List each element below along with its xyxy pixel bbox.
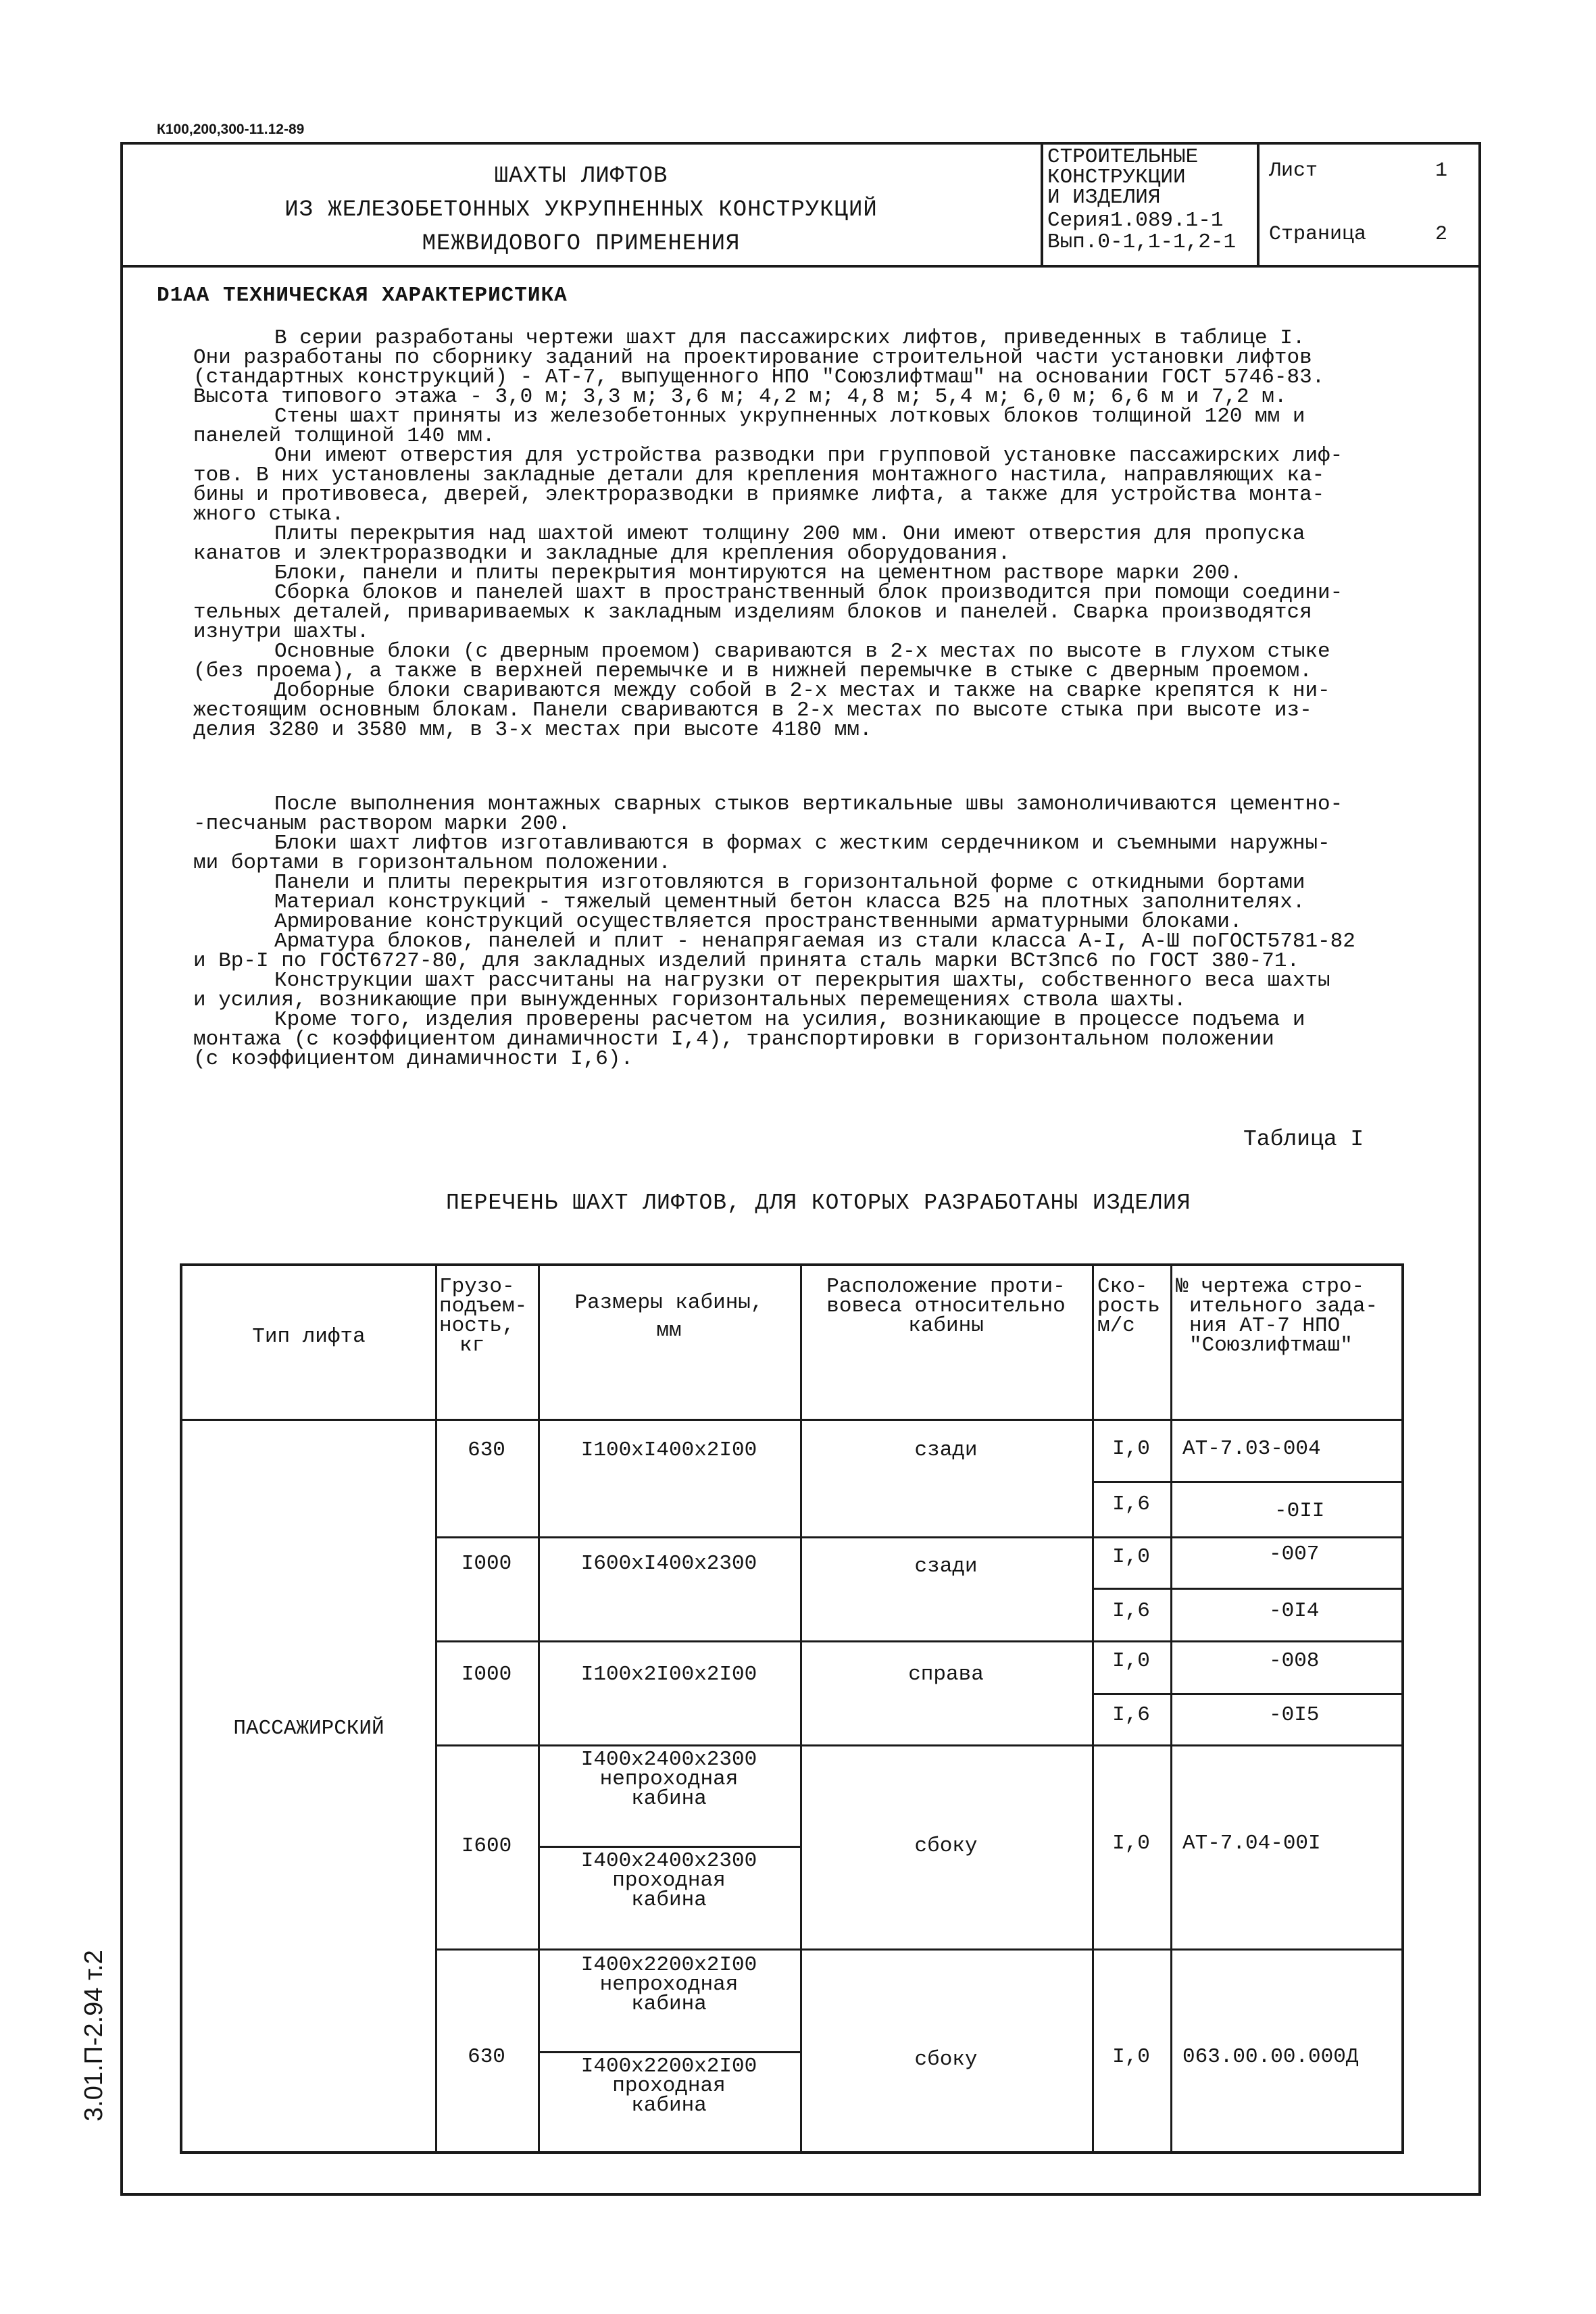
size-cell [538, 1955, 800, 2014]
header-cw-line: Расположение проти- [826, 1275, 1066, 1299]
text-line: Стены шахт приняты из железобетонных укрупненных лотковых блоков толщиной 120 мм и [274, 405, 1305, 428]
sheet-value: 1 [1435, 159, 1448, 182]
text-line: В серии разработаны чертежи шахт для пассажирских лифтов, приведенных в таблице I. [274, 326, 1305, 350]
text-line: изнутри шахты. [193, 620, 370, 644]
counterweight-cell: справа [908, 1663, 984, 1686]
size-line: кабина [631, 1888, 707, 1912]
text-line: жного стыка. [193, 503, 345, 526]
text-line: Они имеют отверстия для устройства разводки при групповой установке пассажирских лиф- [274, 444, 1343, 468]
speed-cell: I,0 [1112, 1437, 1150, 1461]
drawing-cell: -0I4 [1269, 1599, 1320, 1623]
drawing-cell: -007 [1269, 1542, 1320, 1566]
drawing-cell: 063.00.00.000Д [1182, 2045, 1359, 2069]
capacity-cell: I600 [461, 1834, 512, 1858]
text-line: Кроме того, изделия проверены расчетом на усилия, возникающие в процессе подъема и [274, 1008, 1305, 1032]
text-line: Материал конструкций - тяжелый цементный бетон класса В25 на плотных заполнителях. [274, 890, 1305, 914]
text-line: -песчаным раствором марки 200. [193, 812, 571, 836]
text-line: делия 3280 и 3580 мм, в 3-х местах при высоте 4180 мм. [193, 718, 872, 742]
header-drawing-line: ительного зада- [1189, 1294, 1378, 1318]
col-divider [800, 1266, 802, 2153]
sheet-label: Лист [1269, 159, 1318, 182]
text-line: (без проема), а также в верхней перемычке и в нижней перемычке в стыке с дверным проемом. [193, 659, 1312, 683]
header-drawing-line: ния АТ-7 НПО [1189, 1314, 1341, 1338]
size-line: I400x2400x2300 [580, 1748, 757, 1771]
header-cw-line: вовеса относительно [826, 1294, 1066, 1318]
lift-shaft-table [180, 1263, 1404, 2154]
document-code: К100,200,300-11.12-89 [157, 122, 305, 137]
text-line: и Вр-I по ГОСТ6727-80, для закладных изделий принята сталь марки ВСт3пс6 по ГОСТ 380-71. [193, 949, 1300, 973]
header-cw-line: кабины [908, 1314, 984, 1338]
size-cell [538, 1851, 800, 1910]
row-divider [435, 1744, 1403, 1746]
paragraph-2 [193, 793, 1430, 1071]
text-line: (с коэффициентом динамичности I,6). [193, 1047, 634, 1071]
series-line-1: СТРОИТЕЛЬНЫЕ [1047, 145, 1199, 169]
text-line: Арматура блоков, панелей и плит - ненапрягаемая из стали класса А-I, А-Ш поГОСТ5781-82 [274, 930, 1355, 953]
size-cell: I600xI400x2300 [580, 1552, 757, 1576]
text-line: канатов и электроразводки и закладные для крепления оборудования. [193, 542, 1011, 565]
capacity-cell: I000 [461, 1663, 512, 1686]
size-line: непроходная [599, 1767, 739, 1791]
subrow-divider [1092, 1481, 1403, 1483]
text-line: и усилия, возникающие при вынужденных горизонтальных перемещениях ствола шахты. [193, 988, 1187, 1012]
header-title-line-1: ШАХТЫ ЛИФТОВ [494, 164, 668, 189]
header-speed [1097, 1277, 1168, 1336]
counterweight-cell: сзади [914, 1438, 978, 1462]
counterweight-cell: сбоку [914, 1834, 978, 1858]
size-subdivider [538, 1846, 800, 1848]
size-line: кабина [631, 1787, 707, 1811]
size-line: I400x2400x2300 [580, 1849, 757, 1873]
size-line: I400x2200x2I00 [580, 2055, 757, 2078]
page-value: 2 [1435, 223, 1448, 246]
text-line: Сборка блоков и панелей шахт в пространственный блок производится при помощи соедини- [274, 581, 1343, 605]
series-line-5: Вып.0-1,1-1,2-1 [1047, 230, 1237, 254]
header-type: Тип лифта [252, 1325, 366, 1349]
text-line: тельных деталей, привариваемых к закладным изделиям блоков и панелей. Сварка производятся [193, 601, 1312, 624]
size-subdivider [538, 2051, 800, 2053]
speed-cell: I,0 [1112, 1545, 1150, 1569]
header-row-divider [182, 1419, 1403, 1421]
series-line-4: Серия1.089.1-1 [1047, 209, 1224, 232]
size-line: кабина [631, 1992, 707, 2016]
drawing-cell: -0I5 [1269, 1703, 1320, 1727]
size-cell: I100x2I00x2I00 [580, 1663, 757, 1686]
text-line: тов. В них установлены закладные детали для крепления монтажного настила, направляющих ка- [193, 463, 1325, 487]
header-drawing [1176, 1277, 1403, 1355]
header-capacity-line: подъем- [439, 1294, 528, 1318]
header-capacity-line: ность, [439, 1314, 515, 1338]
header-size [538, 1293, 800, 1340]
series-line-3: И ИЗДЕЛИЯ [1047, 186, 1161, 209]
size-line: проходная [612, 2074, 726, 2098]
size-line: I400x2200x2I00 [580, 1953, 757, 1977]
header-speed-line: рость [1097, 1294, 1161, 1318]
capacity-cell: 630 [468, 1438, 505, 1462]
size-line: кабина [631, 2094, 707, 2117]
header-size-line: Размеры кабины, [574, 1291, 764, 1315]
side-stamp: 3.01.П-2.94 т.2 [80, 1950, 108, 2121]
table-caption: Таблица I [1243, 1127, 1364, 1152]
subrow-divider [1092, 1588, 1403, 1590]
header-divider [120, 265, 1481, 268]
speed-cell: I,0 [1112, 1649, 1150, 1673]
capacity-cell: I000 [461, 1552, 512, 1576]
header-capacity [439, 1277, 534, 1355]
capacity-cell: 630 [468, 2045, 505, 2069]
col-divider [435, 1266, 437, 2153]
section-title: D1АА ТЕХНИЧЕСКАЯ ХАРАКТЕРИСТИКА [157, 284, 568, 307]
lift-type-value: ПАССАЖИРСКИЙ [233, 1717, 384, 1740]
text-line: бины и противовеса, дверей, электроразводки в приямке лифта, а также для устройства монта- [193, 483, 1325, 507]
text-line: Плиты перекрытия над шахтой имеют толщину 200 мм. Они имеют отверстия для пропуска [274, 522, 1305, 546]
speed-cell: I,0 [1112, 2045, 1150, 2069]
col-divider [1170, 1266, 1172, 2153]
header-divider-v1 [1041, 142, 1043, 266]
text-line: Доборные блоки свариваются между собой в 2-х местах и также на сварке крепятся к ни- [274, 679, 1330, 703]
text-line: После выполнения монтажных сварных стыков вертикальные швы замоноличиваются цементно- [274, 793, 1343, 816]
size-line: проходная [612, 1869, 726, 1892]
subrow-divider [1092, 1693, 1403, 1695]
counterweight-cell: сзади [914, 1555, 978, 1578]
header-capacity-line: Грузо- [439, 1275, 515, 1299]
text-line: Блоки, панели и плиты перекрытия монтируются на цементном растворе марки 200. [274, 561, 1243, 585]
series-line-2: КОНСТРУКЦИИ [1047, 166, 1186, 189]
speed-cell: I,6 [1112, 1599, 1150, 1623]
drawing-cell: АТ-7.03-004 [1182, 1437, 1321, 1461]
paragraph-1 [193, 326, 1430, 742]
size-cell: I100xI400x2I00 [580, 1438, 757, 1462]
header-counterweight [800, 1277, 1092, 1336]
counterweight-cell: сбоку [914, 2048, 978, 2071]
text-line: Они разработаны по сборнику заданий на проектирование строительной части установки лифтов [193, 346, 1312, 370]
size-line: непроходная [599, 1973, 739, 1996]
row-divider [435, 1536, 1403, 1538]
text-line: ми бортами в горизонтальном положении. [193, 851, 671, 875]
header-divider-v2 [1257, 142, 1260, 266]
text-line: жестоящим основным блокам. Панели свариваются в 2-х местах по высоте стыка при высоте из- [193, 699, 1312, 722]
text-line: Армирование конструкций осуществляется пространственными арматурными блоками. [274, 910, 1243, 934]
size-cell [538, 2057, 800, 2115]
drawing-cell: АТ-7.04-00I [1182, 1832, 1321, 1855]
drawing-cell: -0II [1274, 1499, 1325, 1523]
header-speed-line: м/с [1097, 1314, 1135, 1338]
text-line: Конструкции шахт рассчитаны на нагрузки от перекрытия шахты, собственного веса шахты [274, 969, 1330, 992]
speed-cell: I,0 [1112, 1832, 1150, 1855]
header-size-line: мм [656, 1319, 682, 1342]
header-title-line-3: МЕЖВИДОВОГО ПРИМЕНЕНИЯ [422, 231, 741, 257]
header-speed-line: Ско- [1097, 1275, 1148, 1299]
col-divider [538, 1266, 540, 2153]
text-line: Основные блоки (с дверным проемом) свариваются в 2-х местах по высоте в глухом стыке [274, 640, 1330, 663]
speed-cell: I,6 [1112, 1492, 1150, 1516]
header-title-line-2: ИЗ ЖЕЛЕЗОБЕТОННЫХ УКРУПНЕННЫХ КОНСТРУКЦИЙ [284, 197, 878, 223]
header-drawing-line: "Союзлифтмаш" [1189, 1334, 1353, 1357]
page-label: Страница [1269, 223, 1367, 246]
row-divider [435, 1640, 1403, 1642]
row-divider [435, 1948, 1403, 1951]
text-line: Высота типового этажа - 3,0 м; 3,3 м; 3,6 м; 4,2 м; 4,8 м; 5,4 м; 6,0 м; 6,6 м и 7,2 м. [193, 385, 1287, 409]
speed-cell: I,6 [1112, 1703, 1150, 1727]
header-drawing-line: № чертежа стро- [1176, 1275, 1365, 1299]
text-line: Панели и плиты перекрытия изготовляются в горизонтальной форме с откидными бортами [274, 871, 1305, 895]
text-line: Блоки шахт лифтов изготавливаются в формах с жестким сердечником и съемными наружны- [274, 832, 1330, 855]
text-line: монтажа (с коэффициентом динамичности I,4), транспортировки в горизонтальном положении [193, 1028, 1274, 1051]
text-line: (стандартных конструкций) - АТ-7, выпущенного НПО "Союзлифтмаш" на основании ГОСТ 5746-83. [193, 366, 1325, 389]
size-cell [538, 1750, 800, 1809]
list-title: ПЕРЕЧЕНЬ ШАХТ ЛИФТОВ, ДЛЯ КОТОРЫХ РАЗРАБОТАНЫ ИЗДЕЛИЯ [446, 1190, 1191, 1215]
header-capacity-line: кг [459, 1334, 485, 1357]
text-line: панелей толщиной 140 мм. [193, 424, 495, 448]
drawing-cell: -008 [1269, 1649, 1320, 1673]
